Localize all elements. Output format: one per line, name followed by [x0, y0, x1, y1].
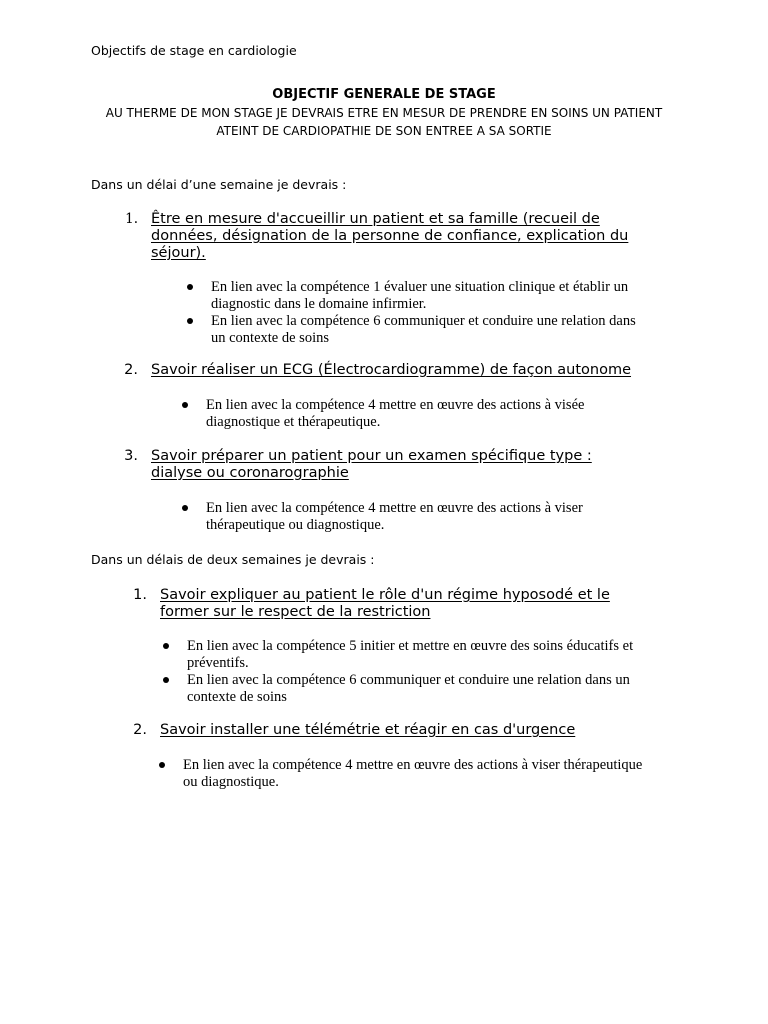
- bullet-icon: [187, 284, 193, 290]
- bullet-text: [211, 279, 628, 313]
- bullet-line: préventifs.: [187, 655, 249, 671]
- objective-line: dialyse ou coronarographie: [151, 465, 349, 481]
- competence-bullet: [187, 313, 636, 347]
- bullet-icon: [159, 762, 165, 768]
- objective-item: [116, 362, 631, 379]
- objective-text: [160, 587, 610, 621]
- bullet-icon: [182, 505, 188, 511]
- objective-line: Être en mesure d'accueillir un patient et sa famille (recueil de: [151, 211, 600, 227]
- objective-text: [151, 448, 592, 482]
- competence-bullet: [163, 638, 633, 672]
- document-subtitle: [60, 105, 708, 140]
- objective-item: [125, 587, 610, 621]
- week2-intro: Dans un délais de deux semaines je devrais :: [91, 552, 375, 567]
- bullet-line: ou diagnostique.: [183, 774, 279, 790]
- competence-bullet: [182, 500, 583, 534]
- bullet-icon: [182, 402, 188, 408]
- objective-text: [151, 362, 631, 379]
- bullet-line: En lien avec la compétence 4 mettre en œuvre des actions à viser: [206, 500, 583, 516]
- objective-item: [116, 211, 628, 262]
- bullet-icon: [163, 677, 169, 683]
- bullet-line: un contexte de soins: [211, 330, 329, 346]
- week1-intro: Dans un délai d’une semaine je devrais :: [91, 177, 347, 192]
- bullet-icon: [163, 643, 169, 649]
- objective-number: 1.: [125, 211, 138, 227]
- objective-item: [125, 722, 575, 739]
- competence-bullet: [159, 757, 642, 791]
- competence-bullet: [182, 397, 584, 431]
- objective-item: [116, 448, 592, 482]
- bullet-text: [187, 672, 630, 706]
- bullet-line: En lien avec la compétence 6 communiquer et conduire une relation dans: [211, 313, 636, 329]
- objective-text: [151, 211, 628, 262]
- bullet-text: [187, 638, 633, 672]
- bullet-line: En lien avec la compétence 4 mettre en œuvre des actions à viser thérapeutique: [183, 757, 643, 773]
- competence-bullet: [187, 279, 628, 313]
- objective-text: [160, 722, 575, 739]
- objective-line: Savoir installer une télémétrie et réagir en cas d'urgence: [160, 722, 576, 738]
- bullet-line: diagnostic dans le domaine infirmier.: [211, 296, 427, 312]
- bullet-text: [211, 313, 636, 347]
- bullet-line: En lien avec la compétence 5 initier et mettre en œuvre des soins éducatifs et: [187, 638, 634, 654]
- subtitle-line: AU THERME DE MON STAGE JE DEVRAIS ETRE EN MESUR DE PRENDRE EN SOINS UN PATIENT: [105, 106, 663, 120]
- objective-number: 3.: [124, 448, 138, 464]
- bullet-icon: [187, 318, 193, 324]
- subtitle-line: ATEINT DE CARDIOPATHIE DE SON ENTREE A SA SORTIE: [216, 123, 552, 138]
- title-block: [60, 86, 708, 140]
- bullet-text: [206, 397, 584, 431]
- bullet-line: En lien avec la compétence 6 communiquer et conduire une relation dans un: [187, 672, 630, 688]
- competence-bullet: [163, 672, 630, 706]
- objective-line: former sur le respect de la restriction: [160, 604, 431, 620]
- document-header: Objectifs de stage en cardiologie: [91, 43, 297, 58]
- bullet-text: [206, 500, 583, 534]
- objective-number: 1.: [133, 587, 147, 603]
- objective-line: Savoir réaliser un ECG (Électrocardiogramme) de façon autonome: [151, 362, 632, 378]
- bullet-text: [183, 757, 642, 791]
- document-title: OBJECTIF GENERALE DE STAGE: [272, 87, 496, 102]
- bullet-line: thérapeutique ou diagnostique.: [206, 517, 385, 533]
- objective-number: 2.: [133, 722, 147, 738]
- bullet-line: diagnostique et thérapeutique.: [206, 414, 381, 430]
- objective-line: Savoir préparer un patient pour un examen spécifique type :: [151, 448, 592, 464]
- objective-line: séjour).: [151, 245, 206, 261]
- bullet-line: En lien avec la compétence 1 évaluer une situation clinique et établir un: [211, 279, 629, 295]
- bullet-line: contexte de soins: [187, 689, 287, 705]
- objective-line: données, désignation de la personne de confiance, explication du: [151, 228, 629, 244]
- objective-line: Savoir expliquer au patient le rôle d'un régime hyposodé et le: [160, 587, 610, 603]
- objective-number: 2.: [124, 362, 138, 378]
- bullet-line: En lien avec la compétence 4 mettre en œuvre des actions à visée: [206, 397, 585, 413]
